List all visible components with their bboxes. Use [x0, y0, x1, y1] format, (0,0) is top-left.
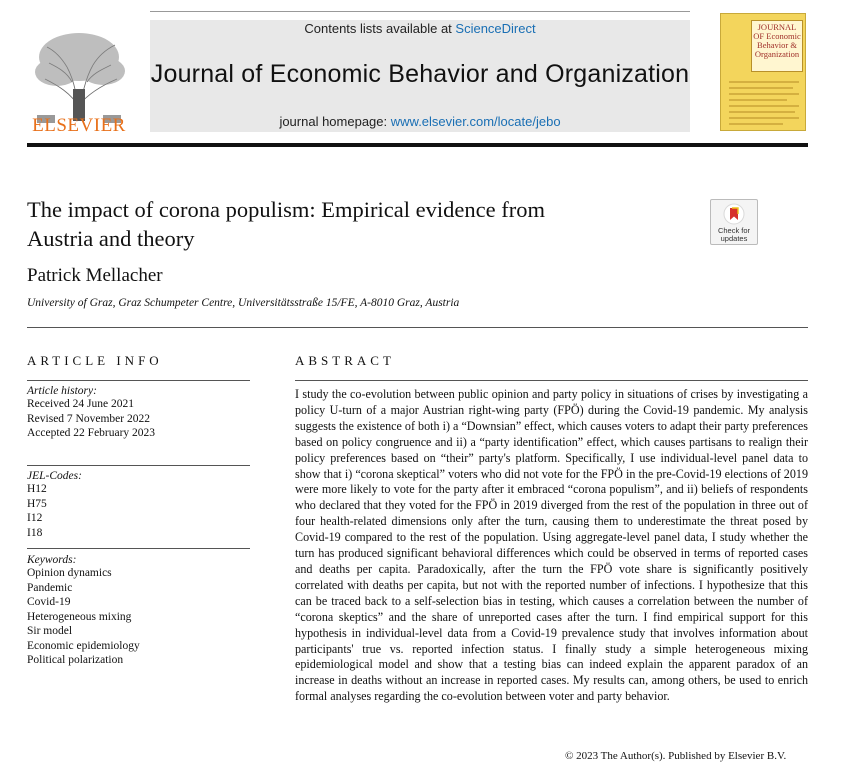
history-rule — [27, 465, 250, 466]
history-received: Received 24 June 2021 — [27, 398, 134, 410]
jel-label: JEL-Codes: — [27, 470, 82, 482]
keyword: Pandemic — [27, 581, 73, 594]
history-revised: Revised 7 November 2022 — [27, 412, 150, 425]
jel-code: I18 — [27, 526, 43, 539]
journal-homepage-link[interactable]: www.elsevier.com/locate/jebo — [390, 114, 561, 129]
jel-code: H75 — [27, 497, 47, 510]
keywords — [27, 554, 250, 668]
journal-cover — [720, 13, 806, 131]
abstract-heading: ABSTRACT — [295, 353, 395, 368]
author-affiliation: University of Graz, Graz Schumpeter Centre, Universitätsstraße 15/FE, A-8010 Graz, Austria — [27, 297, 460, 309]
history-label: Article history: — [27, 385, 97, 397]
title-line-2: Austria and theory — [27, 226, 195, 251]
author-name[interactable]: Patrick Mellacher — [27, 265, 163, 286]
title-line-1: The impact of corona populism: Empirical evidence from — [27, 197, 545, 222]
sciencedirect-link[interactable]: ScienceDirect — [455, 21, 536, 36]
keyword: Covid-19 — [27, 596, 71, 608]
keyword: Opinion dynamics — [27, 567, 112, 579]
article-history — [27, 385, 250, 441]
jel-code: H12 — [27, 483, 47, 495]
keyword: Economic epidemiology — [27, 639, 140, 652]
abstract-rule — [295, 380, 808, 381]
jel-rule — [27, 548, 250, 549]
keyword: Political polarization — [27, 654, 124, 666]
keywords-label: Keywords: — [27, 554, 77, 566]
cover-text-lines — [727, 78, 801, 128]
article-info-heading: ARTICLE INFO — [27, 353, 163, 368]
jel-codes — [27, 470, 250, 540]
check-for-updates-button[interactable] — [710, 199, 758, 245]
article-info-rule — [27, 380, 250, 381]
publisher-name: ELSEVIER — [32, 115, 126, 136]
contents-line — [150, 21, 690, 36]
jel-code: I12 — [27, 512, 43, 524]
copyright-notice: © 2023 The Author(s). Published by Elsevier B.V. — [565, 750, 787, 762]
paper-title — [27, 195, 667, 253]
header-top-rule — [150, 11, 690, 12]
homepage-prefix: journal homepage: — [279, 114, 391, 129]
bookmark-icon — [723, 203, 745, 225]
contents-prefix: Contents lists available at — [304, 21, 456, 36]
keyword: Heterogeneous mixing — [27, 610, 132, 623]
cover-title: JOURNAL OF Economic Behavior & Organization — [751, 20, 803, 72]
keyword: Sir model — [27, 625, 73, 637]
header-divider — [27, 143, 808, 147]
homepage-line — [150, 114, 690, 129]
title-divider — [27, 327, 808, 328]
history-accepted: Accepted 22 February 2023 — [27, 427, 156, 439]
check-for-updates-label: Check for updates — [717, 226, 751, 243]
abstract-body: I study the co-evolution between public opinion and party policy in situations of crises by investigating a policy U-turn of a major Austrian right-wing party (FPÖ) during the Covid-19 pandemic. My analysis suggests the existence of both i) a “Downsian” effect, which causes voters to adapt their party preferences based on policy congruence and ii) a “party identification” effect, which causes partisans to realign their policy preferences based on “their” party's platform. Specifically, I use individual-level panel data to show that i) “corona skeptical” voters who did not vote for the FPÖ in the pre-Covid-19 elections of 2019 were more likely to vote for the party after it embraced “corona populism”, and ii) beliefs of respondents who declared that they voted for the FPÖ in 2019 diverged from the rest of the population in three out of four health-related dimensions only after the turn, causing them to underestimate the threat posed by Covid-19 compared to the rest of the population. Using aggregate-level panel data, I study whether the turn has produced significant behavioral differences which could be observed in terms of reported cases and deaths per capita. Paradoxically, after the turn the FPÖ vote share is significantly positively correlated with deaths per capita, but not with the reported number of infections. I hypothesize that this can be traced back to a self-selection bias in testing, which causes a correlation between the number of “corona skeptics” and the share of unreported cases after the turn. I find empirical support for this hypothesis in individual-level data from a Covid-19 prevalence study that involves information about participants' true vs. reported infection status. I finally study a simple heterogeneous mixing epidemiological model and show that a testing bias can indeed explain the apparent paradox of an increase in deaths without an increase in reported cases. My results can, among others, be used to enrich formal analyses regarding the co-evolution between voter and party behavior. — [295, 387, 808, 704]
journal-title: Journal of Economic Behavior and Organization — [150, 60, 690, 88]
